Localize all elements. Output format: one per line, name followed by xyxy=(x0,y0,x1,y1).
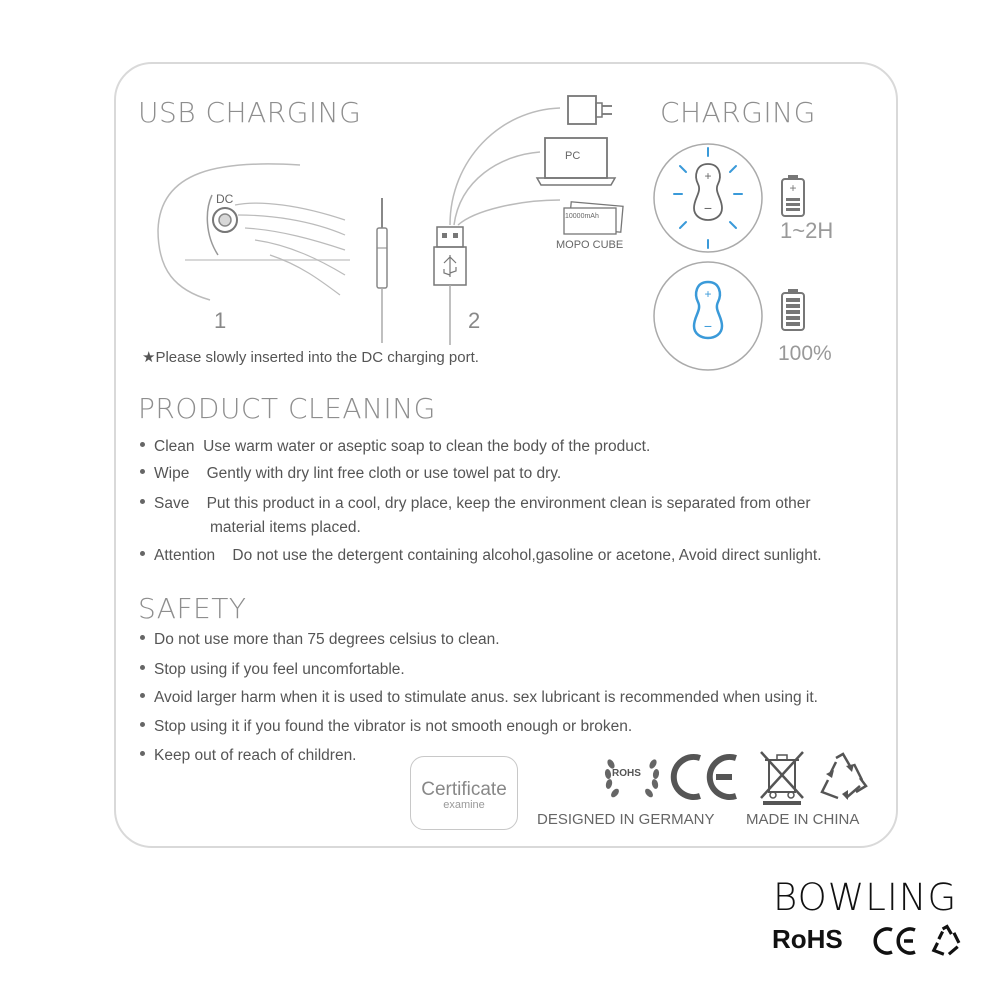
bullet xyxy=(140,635,145,640)
bullet xyxy=(140,442,145,447)
laptop-icon xyxy=(535,136,617,188)
made-in-label: MADE IN CHINA xyxy=(746,811,860,828)
rohs-label: ROHS xyxy=(612,768,641,779)
battery-charging-icon xyxy=(780,174,806,218)
brand-ce-mark-icon xyxy=(873,926,919,956)
wall-adapter-icon xyxy=(566,94,616,126)
usb-plug-icon xyxy=(430,225,470,345)
svg-text:+: + xyxy=(704,169,712,183)
certificate-title: Certificate xyxy=(421,779,507,800)
usb-charging-title: USB CHARGING xyxy=(138,96,362,129)
bullet xyxy=(140,499,145,504)
dc-label: DC xyxy=(216,192,234,206)
bullet xyxy=(140,551,145,556)
svg-text:−: − xyxy=(703,200,713,216)
svg-text:−: − xyxy=(703,318,713,334)
cleaning-item: Clean Use warm water or aseptic soap to clean the body of the product. xyxy=(140,438,650,456)
safety-item: Do not use more than 75 degrees celsius to clean. xyxy=(140,631,500,649)
power-bank-capacity: 10000mAh xyxy=(565,213,599,220)
safety-item: Avoid larger harm when it is used to stimulate anus. sex lubricant is recommended when using it. xyxy=(140,689,818,707)
safety-item: Keep out of reach of children. xyxy=(140,747,357,765)
recycle-icon xyxy=(816,752,870,802)
cleaning-item-continued: material items placed. xyxy=(210,519,361,536)
battery-full-icon xyxy=(780,288,806,332)
pc-label: PC xyxy=(565,150,581,162)
safety-item: Stop using if you feel uncomfortable. xyxy=(140,661,405,679)
cleaning-item: Wipe Gently with dry lint free cloth or use towel pat to dry. xyxy=(140,465,561,483)
dc-port-illustration xyxy=(150,160,360,310)
charging-full-label: 100% xyxy=(778,342,832,365)
charging-device-icon xyxy=(652,142,764,254)
weee-bin-icon xyxy=(757,750,807,806)
star-icon: ★ xyxy=(142,349,156,366)
bullet xyxy=(140,693,145,698)
safety-title: SAFETY xyxy=(138,592,247,625)
bullet xyxy=(140,751,145,756)
bullet xyxy=(140,469,145,474)
designed-in-label: DESIGNED IN GERMANY xyxy=(537,811,715,828)
brand-recycle-icon xyxy=(930,925,964,957)
charged-device-icon xyxy=(652,260,764,372)
svg-text:+: + xyxy=(704,287,712,301)
svg-text:+: + xyxy=(789,181,797,195)
brand-name: BOWLING xyxy=(773,876,958,919)
dc-plug-icon xyxy=(372,198,392,343)
bullet xyxy=(140,722,145,727)
charging-time-label: 1~2H xyxy=(780,218,834,243)
ce-mark-icon xyxy=(670,752,742,802)
certificate-sub: examine xyxy=(443,799,485,811)
charging-title: CHARGING xyxy=(660,96,816,129)
mopo-cube-label: MOPO CUBE xyxy=(556,239,624,251)
cleaning-title: PRODUCT CLEANING xyxy=(138,392,436,425)
safety-item: Stop using it if you found the vibrator is not smooth enough or broken. xyxy=(140,718,632,736)
bullet xyxy=(140,665,145,670)
step-2-label: 2 xyxy=(468,308,481,333)
cleaning-item: Save Put this product in a cool, dry place, keep the environment clean is separated from other xyxy=(140,495,811,513)
certificate-box xyxy=(410,756,518,830)
step-1-label: 1 xyxy=(214,308,227,333)
brand-rohs-label: RoHS xyxy=(772,924,843,954)
cleaning-item: Attention Do not use the detergent containing alcohol,gasoline or acetone, Avoid direct sunlight. xyxy=(140,547,822,565)
power-bank-icon xyxy=(560,202,625,240)
usb-note: ★Please slowly inserted into the DC charging port. xyxy=(142,349,479,366)
